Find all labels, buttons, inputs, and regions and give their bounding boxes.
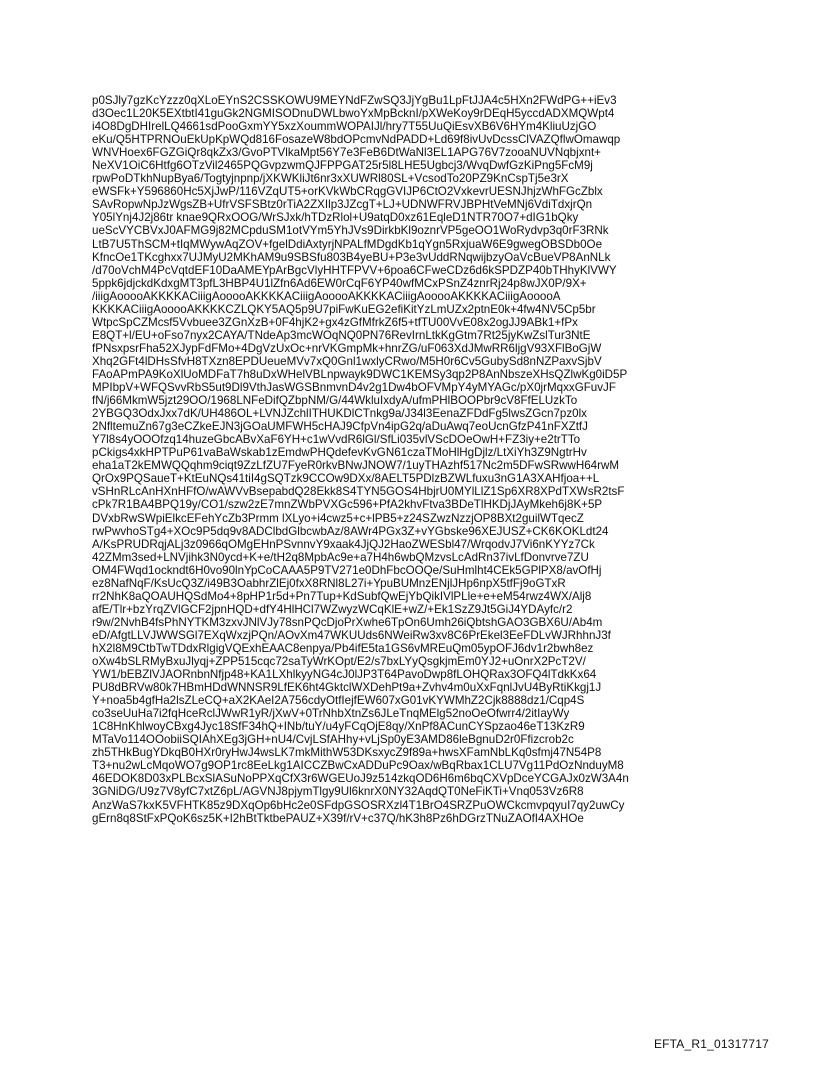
text-line: 3GNiDG/U9z7V8yfC7xtZ6pL/AGVNJ8pjymTlgy9Ul6knrX0NY32AqdQT0NeFiKTi+Vnq053Vz6R8 [92, 785, 584, 799]
text-line: zh5THkBugYDkqB0HXr0ryHwJ4wsLK7mkMithW53DKsxycZ9f89a+hwsXFamNbLKq0sfmj47N54P8 [92, 746, 602, 760]
text-line: WNVHoex6FGZGiQr8qkZx3/GvoPTVlkaMpt56Y7e3FeB6DtWaNl3EL1APG76V7zooaNUVNqbjxnt+ [92, 146, 601, 160]
text-line: Xhq2GFt4lDHsSfvH8TXzn8EPDUeueMVv7xQ0Gnl1wxlyCRwo/M5H0r6Cv5GubySd8nNZPaxvSjbV [92, 354, 602, 368]
text-line: eWSFk+Y596860Hc5XjJwP/116VZqUT5+orKVkWbCRqgGVIJP6CtO2VxkevrUESNJhjzWhFGcZblx [92, 185, 603, 199]
text-line: cPk7R1BA4BPQ19y/CO1/szw2zE7mnZWbPVXGc596+PfA2khvFtva3BDeTlHKDjJAyMkeh6j8K+5P [92, 498, 603, 512]
text-line: WtpcSpCZMcsf5Vvbuee3ZGnXzB+0F4hjK2+gx4zGfMfrkZ6f5+tfTU00VvE08x2ogJJ9ABk1+fPx [92, 315, 578, 329]
text-line: p0SJly7gzKcYzzz0qXLoEYnS2CSSKOWU9MEYNdFZwSQ3JjYgBu1LpFtJJA4c5HXn2FWdPG++iEv3 [92, 94, 617, 107]
text-line: FAoAPmPA9KoXlUoMDFaT7h8uDxWHelVBLnpwayk9DWC1KEMSy3qp2P8AnNbszeXHsQZlwKg0iD5P [92, 367, 628, 381]
text-line: 2YBGQ3OdxJxx7dK/UH486OL+LVNJZchlITHUKDlCTnkg9a/J34l3EenaZFDdFg5lwsZGcn7pz0lx [92, 407, 587, 421]
text-line: fN/j66MkmW5jzt29OO/1968LNFeDifQZbpNM/G/44WkluIxdyA/ufmPHlBOOPbr9cV8FfELUzkTo [92, 394, 578, 408]
text-line: oXw4bSLRMyBxuJlyqj+ZPP515cqc72saTyWrKOpt/E2/s7bxLYyQsgkjmEm0YJ2+uOnrX2PcT2V/ [92, 655, 586, 669]
text-line: KfncOe1TKcghxx7UJMyU2MKhAM9u9SBSfu803B4yeBU+P3e3vUddRNqwijbzyOaVcBueVP8AnNLk [92, 250, 611, 264]
text-line: Y7l8s4yOOOfzq14huzeGbcABvXaF6YH+c1wVvdR6lGl/SfLi035vlVScDOeOwH+FZ3iy+e2trTTo [92, 433, 581, 447]
text-line: r9w/2NvhB4fsPhNYTKM3zxvJNlVJy78snPQcDjoPrXwhe6TpOn6Umh26iQbtshGAO3GBX6U/Ab4m [92, 615, 603, 629]
text-line: YW1/bEBZlVJAORnbnNfjp48+KA1LXhlkyyNG4cJ0lJP3T64PavoDwp8fLOHQRax3OFQ4lTdkKx64 [92, 668, 597, 682]
text-line: AnzWaS7kxK5VFHTK85z9DXqOp6bHc2e0SFdpGSOSRXzl4T1BrO4SRZPuOWCkcmvpqyuI7qy2uwCy [92, 798, 625, 812]
text-line: i4O8DgDHIrelLQ4661sdPooGxmYY5xzXoummWOPAIJl/hry7T55UuQiEsvXB6V6HYm4KliuUzjGO [92, 120, 597, 134]
text-line: rpwPoDTkhNupBya6/Togtyjnpnp/jXKWKliJt6nr3xXUWRl80SL+VcsodTo20PZ9KnCspTj5e3rX [92, 172, 569, 186]
text-line: ez8NafNqF/KsUcQ3Z/i49B3OabhrZlEj0fxX8RNl8L27i+YpuBUMnzENjlJHp6npX5tfFj9oGTxR [92, 576, 566, 590]
text-line: KKKKACiiigAooooAKKKKCZLQKY5AQ5p9U7piFwKuEG2efiKitYzLmUZx2ptnE0k+4fw4NV5Cp5br [92, 302, 596, 316]
text-line: d3Oec1L20K5EXtbtI41guGk2NGMISODnuDWLbwoYxMpBcknI/pXWeKoy9rDEqH5yccdADXMQWpt4 [92, 107, 615, 121]
text-line: LtB7U5ThSCM+tIqMWywAqZOV+fgelDdiAxtyrjNPALfMDgdKb1qYgn5RxjuaW6E9gwegOBSDb0Oe [92, 237, 603, 251]
text-line: DVxbRwSWpiElkcEFehYcZb3Prmm lXLyo+i4cwz5+c+lPB5+z24SZwzNzzjOP8BXt2guilWTqecZ [92, 511, 584, 525]
text-line: eKu/Q5HTPRNOuEkUpKpWQd816FosazeW8bdOPcmvNdPADD+Ld69f8ivUvDcssClVAZQflwOmawqp [92, 133, 621, 147]
text-line: MPIbpV+WFQSvvRbS5ut9Dl9VthJasWGSBnmvnD4v2g1Dw4bOFVMpY4yMYAGc/pX0jrMqxxGFuvJF [92, 381, 616, 395]
text-line: vSHnRLcAnHXnHFfO/wAWVvBsepabdQ28Ekk8S4TYN5GOS4HbjrU0MYlLlZ1Sp6XR8XPdTXWsR2tsF [92, 485, 625, 499]
text-line: 46EDOK8D03xPLBcxSlASuNoPPXqCfX3r6WGEUoJ9z514zkqOD6H6m6bqCXVpDceYCGAJx0zW3A4n [92, 772, 629, 786]
text-line: PU8dBRVw80k7HBmHDdWNNSR9LfEK6ht4GktclWXDehPt9a+Zvhv4m0uXxFqnlJvU4ByRtiKkgj1J [92, 681, 602, 695]
text-line: fPNsxpsrFha52XJypFdFMo+4DgVzUxOc+nrVKGmpMk+hnrZG/uF063XdJMwRR6ljgV93XFlBoGjW [92, 341, 602, 355]
text-line: /d70oVchM4PcVqtdEF10DaAMEYpArBgcVlyHHTFPVV+6poa6CFweCDz6d6kSPDZP40bTHhyKlVWY [92, 263, 617, 277]
text-line: 2NfltemuZn67g3eCZkeEJN3jGOaUMFWH5cHAJ9CfpVn4ipG2q/aDuAwq7eoUcnGfzP41nFXZtfJ [92, 420, 588, 434]
text-line: co3seUuHa7i2fqHceRclJWwR1yR/jXwV+0TrNhbXtnZs6JLeTnqMElg52noOeOfwrr4/2itIayWy [92, 707, 570, 721]
bates-number: EFTA_R1_01317717 [653, 1037, 769, 1051]
text-line: ueScVYCBVxJ0AFMG9j82MCpduSM1otVYm5YhJVs9DirkbKl9oznrVP5geOO1WoRydvp3q0rF3RNk [92, 224, 609, 238]
text-line: E8QT+l/EU+oFso7nyx2CAYA/TNdeAp3mcWOqNQ0PN76RevIrnLtkKgGtm7Rt25jyKwZslTur3NtE [92, 328, 591, 342]
text-line: gErn8q8StFxPQoK6sz5K+I2hBtTktbePAUZ+X39f/rV+c37Q/hK3h8Pz6hDGrzTNuZAOfI4AXHOe [92, 811, 584, 825]
text-line: rr2NhK8aQOAUHQSdMo4+8pHP1r5d+Pn7Tup+KdSubfQwEjYbQikIVlPLle+e+eM54rwz4WX/Alj8 [92, 589, 592, 603]
text-line: /iiigAooooAKKKKACiiigAooooAKKKKACiiigAooooAKKKKACiiigAooooAKKKKACiiigAooooA [92, 289, 561, 303]
text-line: eha1aT2kEMWQQqhm9ciqt9ZzLfZU7FyeR0rkvBNwJNOW7/1uyTHAzhf517Nc2m5DFwSRwwH64rwM [92, 459, 620, 473]
text-line: A/KsPRUDRqjALj3z0966qOMgEHnPSvnnvY9xaak4JjQJ2HaoZWESbl47/WrqodvJ7Vi6nKYYz7Ck [92, 537, 595, 551]
text-line: OM4FWqd1ockndt6H0vo90lnYpCoCAAA5P9TV271e0DhFbcOOQe/SuHmlht4CEk5GPlPX8/avOfHj [92, 563, 602, 577]
text-line: pCkigs4xkHPTPuP61vaBaWskab1zEmdwPHQdefevKvGN61czaTMoHlHgDjlz/LtXiYh3Z9NgtrHv [92, 446, 587, 460]
text-line: Y05lYnj4J2j86tr knae9QRxOOG/WrSJxk/hTDzRlol+U9atqD0xz61EqleD1NTR70O7+dIG1bQky [92, 211, 579, 225]
text-line: 42ZMm3sed+LNVjihk3N0ycd+K+e/tH2q8MpbAc9e+a7H4h6wbQMzvsLcAdRn37ivLfDonvrve7ZU [92, 550, 589, 564]
text-line: QrOx9PQSaueT+KtEuNQs41tiI4gSQTzk9CCOw9DXx/8AELT5PDlzBZWLfuxu3nG1A3XAHfjoa++L [92, 472, 600, 486]
text-line: hX2l8M9CtbTwTDdxRlgigVQExhEAAC8enpya/Pb4ifE5ta1GS6vMREuQm05ypOFJ6dv1r2bwh8ez [92, 641, 594, 655]
text-line: SAvRopwNpJzWgsZB+UfrVSFSBtz0rTiA2ZXIlp3JZcgT+LJ+UDNWFRVJBPHtVeMNj6VdiTdxjrQn [92, 198, 593, 212]
text-line: 5ppk6jdjckdKdxgMT3pfL3HBP4U1lZfn6Ad6EW0rCqF6YP40wfMCxPSnZ4znrRj24p8wJX0P/9X+ [92, 276, 587, 290]
text-line: 1C8HnKhlwoyCBxg4Jyc18SfF34hQ+INb/tuY/u4yFCqOjE8qy/XnPf8ACunCYSpzao46eT13KzR9 [92, 720, 585, 734]
encoded-text-block [92, 94, 732, 825]
text-line: rwPwvhoSTg4+XOc9P5dq9v8ADClbdGlbcwbAz/8AWr4PGx3Z+vYGbske96XEJUSZ+CK6KOKLdt24 [92, 524, 609, 538]
text-line: Y+noa5b4gfHa2lsZLeCQ+aX2KAeI2A756cdyOtfIejfEW607xG01vKYWMhZ2Cjk8888dz1/Cqp4S [92, 694, 585, 708]
text-line: eD/AfgtLLVJWWSGl7EXqWxzjPQn/AOvXm47WKUUds6NWeiRw3xv8C6PrEkel3EeFDLvWJRhhnJ3f [92, 628, 611, 642]
text-line: afE/Tlr+bzYrqZVlGCF2jpnHQD+dfY4HlHCl7WZwyzWCqKlE+wZ/+Ek1SzZ9Jt5GiJ4YDAyfc/r2 [92, 602, 573, 616]
text-line: MTaVo114OOobiiSQIAhXEg3jGH+nU4/CvjLSfAHhy+vLjSp0yE3AMD86leBgnuD2r0Ffizcrob2c [92, 733, 574, 747]
text-line: T3+nu2wLcMqoWO7g9OP1rc8EeLkg1AICCZBwCxADDuPc9Oax/wBqRbax1CLU7Vg11PdOzNnduyM8 [92, 759, 624, 773]
text-line: NeXV1OiC6Htfg6OTzVil2465PQGvpzwmQJFPPGAT25r5l8LHE5Ugbcj3/WvqDwfGzKiPng5FcM9j [92, 159, 593, 173]
